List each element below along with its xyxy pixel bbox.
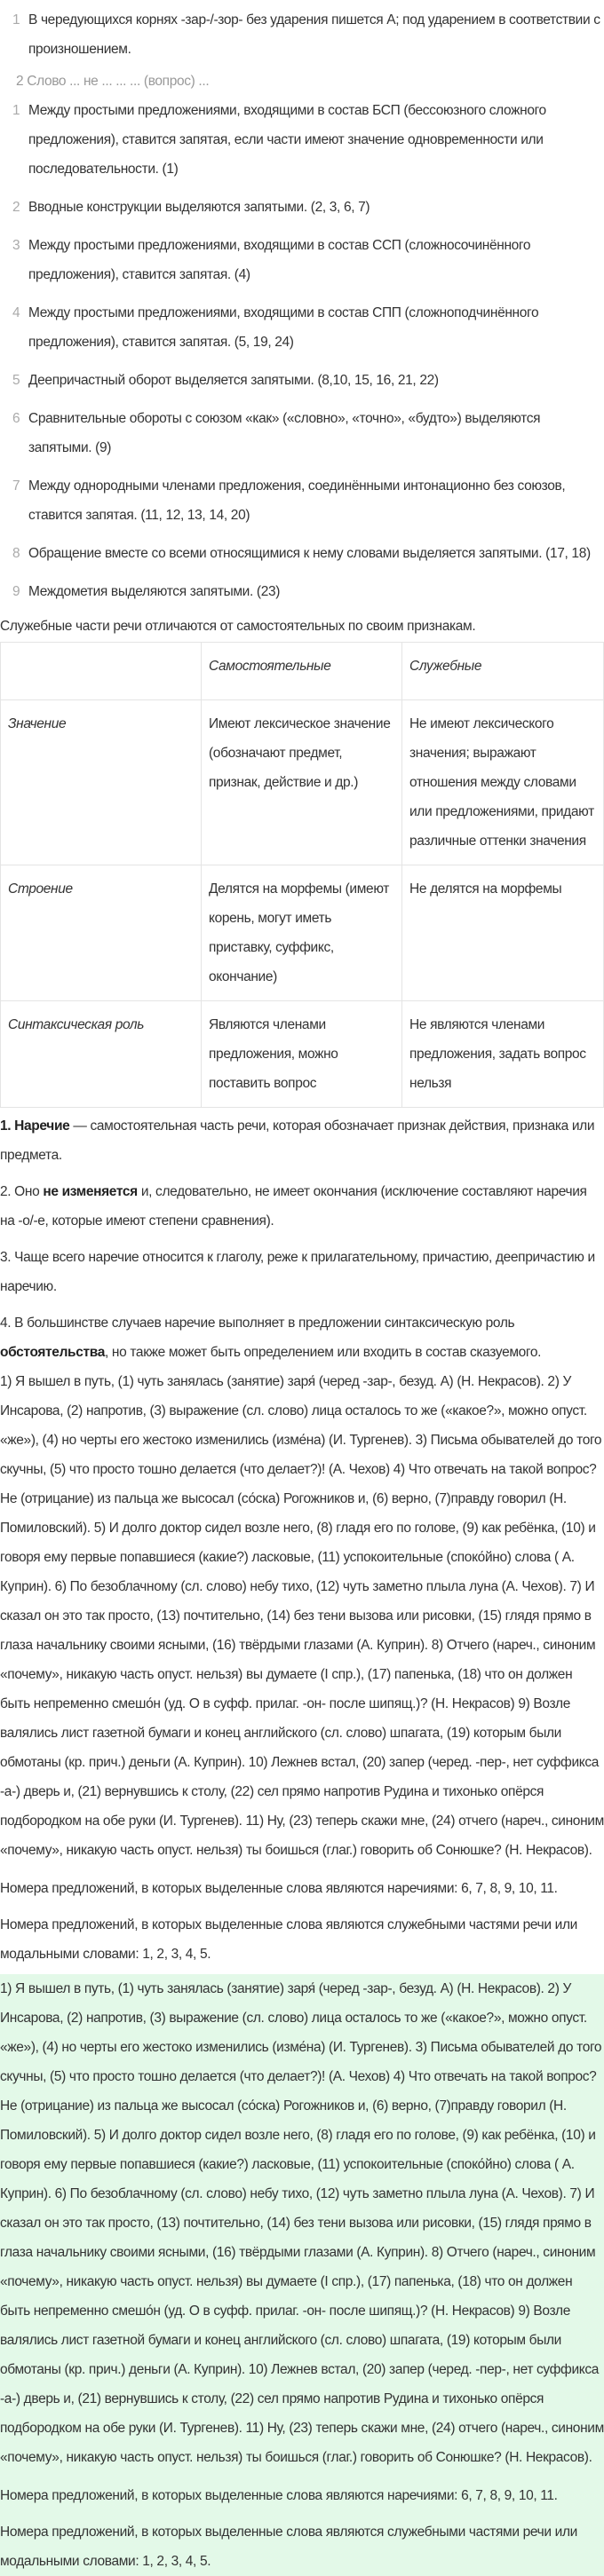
answer-service: Номера предложений, в которых выделенные слова являются служебными частями речи или модальными словами: 1, 2, 3, 4, 5. [0,1917,577,1962]
table-row [1,1001,604,1108]
content [0,0,604,606]
analysis-block-highlighted [0,1974,604,2576]
cell: Не имеют лексического значения; выражают отношения между словами или предложениями, придают различные оттенки значения [402,700,604,865]
rule-item [4,539,600,568]
term-bold: обстоятельства [0,1345,105,1360]
answer-adverbs: Номера предложений, в которых выделенные слова являются наречиями: 6, 7, 8, 9, 10, 11. [0,2488,558,2503]
analysis-text: 1) Я вышел в путь, (1) чуть занялась (занятие) заря́ (черед -зар-, безуд. А) (Н. Некрасов). 2) У Инсарова, (2) напротив, (3) выражение (сл. слово) лица осталось то же («какое?», можно опуст. «же»), (4) но черты его жестоко изменились (изме́на) (И. Тургенев). 3) Письма обывателей до того скучны, (5) что просто тошно делается (что делает?)! (А. Чехов) 4) Что отвечать на такой вопрос? Не (отрицание) из пальца же высосал (со́ска) Рогожников и, (6) верно, (7)правду говорил (Н. Помиловский). 5) И долго доктор сидел возле него, (8) гладя его по голове, (9) как ребёнка, (10) и говоря ему первые попавшиеся (какие?) ласковые, (11) успокоительные (споко́йно) слова ( А. Куприн). 6) По безоблачному (сл. слово) небу тихо, (12) чуть заметно плыла луна (А. Чехов). 7) И сказал он это так просто, (13) почтительно, (14) без тени вызова или рисовки, (15) глядя прямо в глаза начальнику своими ясными, (16) твёрдыми глазами (А. Куприн). 8) Отчего (нареч., синоним «почему», никакую часть опуст. нельзя) вы думаете (I спр.), (17) папенька, (18) что он должен быть непременно смешо́н (уд. О в суфф. прилаг. -он- после шипящ.)? (Н. Некрасов) 9) Возле валялись лист газетной бумаги и конец английского (сл. слово) шпагата, (19) которым были обмотаны (кр. прич.) деньги (А. Куприн). 10) Лежнев встал, (20) запер (черед. -пер-, нет суффикса -а-) дверь и, (21) вернувшись к столу, (22) сел прямо напротив Рудина и тихонько опёрся подбородком на обе руки (И. Тургенев). 11) Ну, (23) теперь скажи мне, (24) отчего (нареч., синоним «почему», никакую часть опуст. нельзя) ты боишься (глаг.) говорить об Сонюшке? (Н. Некрасов). [0,1981,604,2465]
rule-item [4,96,600,184]
row-label: Строение [1,865,202,1001]
header-cell: Служебные [402,643,604,700]
rule-text: Обращение вместе со всеми относящимися к нему словами выделяется запятыми. (17, 18) [28,546,591,561]
row-label: Синтаксическая роль [1,1001,202,1108]
point-2 [0,1177,604,1236]
rule-item [4,5,600,64]
clipped-line: 2 Слово ... не ... ... ... (вопрос) ... [16,74,210,89]
answer-service: Номера предложений, в которых выделенные слова являются служебными частями речи или модальными словами: 1, 2, 3, 4, 5. [0,2525,577,2569]
rules-list [4,96,600,606]
rule-text: Сравнительные обороты с союзом «как» («словно», «точно», «будто») выделяются запятыми. (9) [28,411,541,455]
rule-text: Между простыми предложениями, входящими в состав СПП (сложноподчинённого предложения), ставится запятая. (5, 19, 24) [28,305,539,350]
point-4 [0,1308,604,1367]
rule-item [4,577,600,606]
rule-number: 1 [12,12,20,28]
rule-number: 1 [12,103,20,118]
rule-item [4,366,600,395]
analysis-block [0,1367,604,1969]
point-text: , но также может быть определением или входить в состав сказуемого. [105,1345,542,1360]
term-bold: не изменяется [43,1184,138,1199]
rule-item [4,404,600,462]
rule-item [4,231,600,289]
rule-text: Между простыми предложениями, входящими в состав БСП (бессоюзного сложного предложения), ставится запятая, если части имеют значение одновременности или последовательности. (1) [28,103,546,177]
cell: Не делятся на морфемы [402,865,604,1001]
point-text: 2. Оно [0,1184,44,1199]
rule-number: 5 [12,373,20,388]
rule-number: 3 [12,238,20,253]
rule-text: В чередующихся корнях -зар-/-зор- без ударения пишется А; под ударением в соответствии с произношением. [28,12,600,57]
rule-text: Междометия выделяются запятыми. (23) [28,584,281,599]
rule-number: 6 [12,411,20,426]
rule-text: Между простыми предложениями, входящими в состав ССП (сложносочинённого предложения), ставится запятая. (4) [28,238,531,282]
rule-number: 9 [12,584,20,599]
rule-number: 4 [12,305,20,320]
table-row [1,865,604,1001]
rule-item [4,471,600,530]
table-intro: Служебные части речи отличаются от самостоятельных по своим признакам. [0,619,476,634]
point-text: и, следовательно, не имеет окончания (исключение составляют наречия на -о/-е, которые имеют степени сравнения). [0,1184,587,1229]
rule-number: 2 [12,200,20,215]
cell: Имеют лексическое значение (обозначают предмет, признак, действие и др.) [202,700,402,865]
rule-text: Вводные конструкции выделяются запятыми. (2, 3, 6, 7) [28,200,370,215]
rule-text: Деепричастный оборот выделяется запятыми. (8,10, 15, 16, 21, 22) [28,373,439,388]
rule-item [4,193,600,222]
rule-text: Между однородными членами предложения, соединёнными интонационно без союзов, ставится запятая. (11, 12, 13, 14, 20) [28,478,566,523]
rule-item [4,298,600,357]
header-cell: Самостоятельные [202,643,402,700]
cell: Делятся на морфемы (имеют корень, могут иметь приставку, суффикс, окончание) [202,865,402,1001]
cell: Являются членами предложения, можно поставить вопрос [202,1001,402,1108]
comparison-table [0,642,604,1108]
analysis-text: 1) Я вышел в путь, (1) чуть занялась (занятие) заря́ (черед -зар-, безуд. А) (Н. Некрасов). 2) У Инсарова, (2) напротив, (3) выражение (сл. слово) лица осталось то же («какое?», можно опуст. «же»), (4) но черты его жестоко изменились (изме́на) (И. Тургенев). 3) Письма обывателей до того скучны, (5) что просто тошно делается (что делает?)! (А. Чехов) 4) Что отвечать на такой вопрос? Не (отрицание) из пальца же высосал (со́ска) Рогожников и, (6) верно, (7)правду говорил (Н. Помиловский). 5) И долго доктор сидел возле него, (8) гладя его по голове, (9) как ребёнка, (10) и говоря ему первые попавшиеся (какие?) ласковые, (11) успокоительные (споко́йно) слова ( А. Куприн). 6) По безоблачному (сл. слово) небу тихо, (12) чуть заметно плыла луна (А. Чехов). 7) И сказал он это так просто, (13) почтительно, (14) без тени вызова или рисовки, (15) глядя прямо в глаза начальнику своими ясными, (16) твёрдыми глазами (А. Куприн). 8) Отчего (нареч., синоним «почему», никакую часть опуст. нельзя) вы думаете (I спр.), (17) папенька, (18) что он должен быть непременно смешо́н (уд. О в суфф. прилаг. -он- после шипящ.)? (Н. Некрасов) 9) Возле валялись лист газетной бумаги и конец английского (сл. слово) шпагата, (19) которым были обмотаны (кр. прич.) деньги (А. Куприн). 10) Лежнев встал, (20) запер (черед. -пер-, нет суффикса -а-) дверь и, (21) вернувшись к столу, (22) сел прямо напротив Рудина и тихонько опёрся подбородком на обе руки (И. Тургенев). 11) Ну, (23) теперь скажи мне, (24) отчего (нареч., синоним «почему», никакую часть опуст. нельзя) ты боишься (глаг.) говорить об Сонюшке? (Н. Некрасов). [0,1374,604,1858]
row-label: Значение [1,700,202,865]
point-text: 4. В большинстве случаев наречие выполняет в предложении синтаксическую роль [0,1316,515,1331]
cell: Не являются членами предложения, задать вопрос нельзя [402,1001,604,1108]
rule-number: 7 [12,478,20,494]
point-3: 3. Чаще всего наречие относится к глаголу, реже к прилагательному, причастию, деепричастию и наречию. [0,1250,595,1294]
point-text: — самостоятельная часть речи, которая обозначает признак действия, признака или предмета. [0,1118,595,1163]
table-row [1,700,604,865]
point-1 [0,1111,604,1170]
term-bold: 1. Наречие [0,1118,70,1134]
answer-adverbs: Номера предложений, в которых выделенные слова являются наречиями: 6, 7, 8, 9, 10, 11. [0,1881,558,1896]
header-cell [1,643,202,700]
table-header-row [1,643,604,700]
rule-number: 8 [12,546,20,561]
